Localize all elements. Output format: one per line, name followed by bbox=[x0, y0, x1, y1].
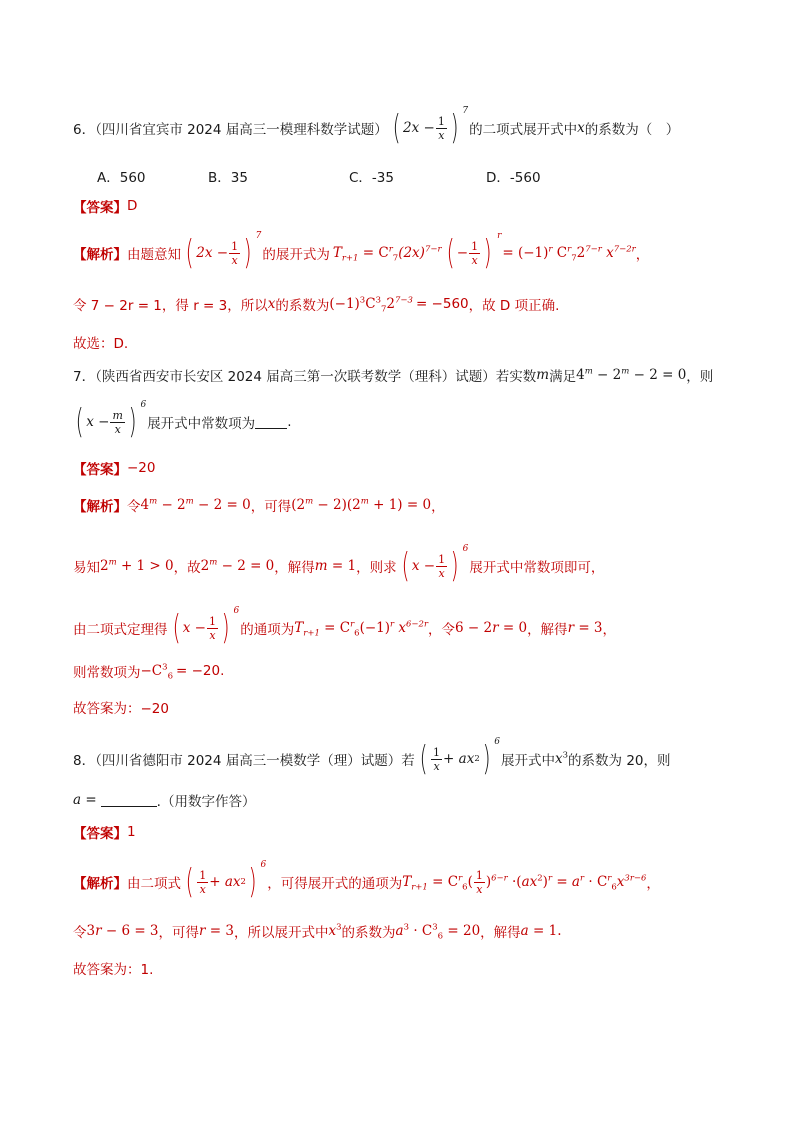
q6-option-c[interactable]: C．-35 bbox=[349, 170, 394, 186]
q8-conclusion: 故答案为：1. bbox=[73, 962, 154, 978]
q8-analysis-line1: 【解析】 由二项式 ( $\frac{1}{x}$ + ax 2 ) 6 ，可得展开式的通项为 $T_{r+1} = C^r_6$( $\frac{1}{x}$ )$^{6-r} \cdot(ax^2)^r = a^r \cdot C^r_6x^{3r-6}$ ， bbox=[73, 860, 660, 902]
q7-stem: 7．（陕西省西安市长安区 2024 届高三第一次联考数学（理科）试题）若实数 m 满足 $4^m - 2^m - 2 = 0$ ，则 bbox=[73, 366, 714, 385]
q6-option-a[interactable]: A．560 bbox=[97, 170, 146, 186]
q8-answer-blank[interactable] bbox=[101, 794, 157, 807]
q7-analysis-line3: 由二项式定理得 ( x − $\frac{1}{x}$ ) 6 的通项为 $T_{r+1} = C^r_6(-1)^r$ $x^{6-2r}$ ，令 6 − 2r = 0 ，解得 r = 3 ， bbox=[73, 606, 617, 648]
q6-answer: 【答案】 D bbox=[73, 198, 138, 216]
q7-stem-line2: ( x − $\frac{m}{x}$ ) 6 展开式中常数项为 . bbox=[73, 405, 291, 439]
q6-stem: 6．（四川省宜宾市 2024 届高三一模理科数学试题） ( 2x − $\frac{1}{x}$ ) 7 的二项式展开式中 x 的系数为（ ） bbox=[73, 106, 680, 148]
q6-option-d[interactable]: D．-560 bbox=[486, 170, 541, 186]
q8-answer: 【答案】 1 bbox=[73, 824, 136, 842]
q8-binomial-expr: ( $\frac{1}{x}$ + ax 2 ) 6 bbox=[419, 737, 500, 779]
q6-binomial-expr: ( 2x − $\frac{1}{x}$ ) 7 bbox=[392, 106, 469, 148]
q6-stem-source: 6．（四川省宜宾市 2024 届高三一模理科数学试题） bbox=[73, 122, 388, 138]
q8-stem: 8．（四川省德阳市 2024 届高三一模数学（理）试题）若 ( $\frac{1}{x}$ + ax 2 ) 6 展开式中 $x^3$ 的系数为 20，则 bbox=[73, 737, 671, 779]
q7-analysis-line2: 易知 2$^m$ + 1 > 0 ，故 2$^m$ − 2 = 0 ，解得 m = 1 ，则求 ( x − $\frac{1}{x}$ ) 6 展开式中常数项即可， bbox=[73, 544, 605, 586]
q7-binomial-expr: ( x − $\frac{m}{x}$ ) 6 bbox=[75, 400, 147, 442]
q6-analysis: 【解析】 由题意知 ( 2x − $\frac{1}{x}$ ) 7 的展开式为 $T_{r+1} = C^r_7(2x)^{7-r}$ ( − $\frac{1}{x}$ ) r = $(-1)^r$ $C^r_72^{7-r}$ $x^{7-2r}$ ， bbox=[73, 231, 650, 273]
q6-conclusion: 故选：D. bbox=[73, 336, 129, 352]
q8-analysis-line2: 令 3r − 6 = 3 ，可得 r = 3 ，所以展开式中 $x^3$ 的系数为 $a^3 \cdot C^3_6 = 20$ ，解得 a = 1. bbox=[73, 922, 562, 942]
q8-stem-line2: a = .（用数字作答） bbox=[73, 792, 256, 810]
q6-option-b[interactable]: B．35 bbox=[208, 170, 248, 186]
q7-analysis-line1: 【解析】 令 $4^m - 2^m - 2 = 0$ ，可得 $(2^m - 2)(2^m + 1) = 0$ ， bbox=[73, 496, 445, 515]
q7-answer-blank[interactable] bbox=[255, 416, 287, 429]
q6-analysis-line2: 令 7 − 2r = 1，得 r = 3，所以 x 的系数为 $(-1)^3C^3_72^{7-3}$ = −560 ，故 D 项正确. bbox=[73, 295, 560, 315]
q7-analysis-line4: 则常数项为 $-C^3_6$ = −20 . bbox=[73, 662, 225, 682]
q7-answer: 【答案】 −20 bbox=[73, 460, 156, 478]
q7-conclusion: 故答案为：−20 bbox=[73, 701, 169, 717]
